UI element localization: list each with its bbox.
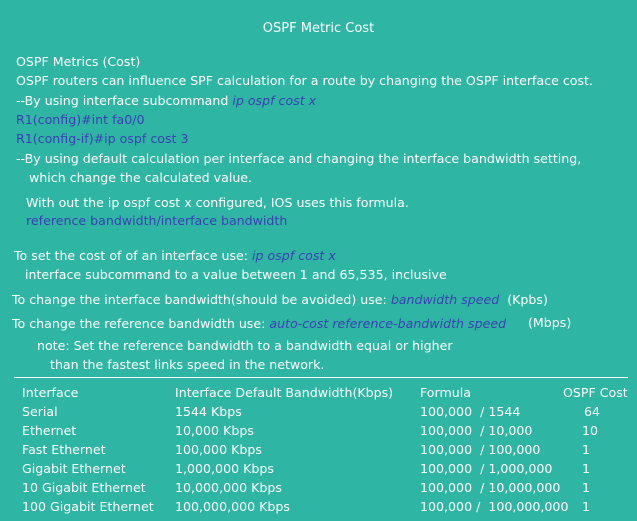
note-line-1: note: Set the reference bandwidth to a bandwidth equal or higher — [37, 338, 453, 353]
cell-interface: Serial — [22, 404, 58, 419]
reference-command: auto-cost reference-bandwidth speed — [269, 316, 507, 331]
command-line-2: R1(config-if)#ip ospf cost 3 — [16, 131, 189, 146]
intro-heading: OSPF Metrics (Cost) — [16, 54, 141, 69]
cell-interface: 100 Gigabit Ethernet — [22, 499, 154, 514]
header-formula: Formula — [420, 385, 471, 400]
method-1 — [16, 93, 316, 109]
cell-bandwidth: 10,000,000 Kbps — [175, 480, 282, 495]
cell-cost: 1 — [582, 442, 591, 457]
cell-bandwidth: 100,000,000 Kbps — [175, 499, 290, 514]
note-line-2: than the fastest links speed in the network. — [50, 357, 325, 372]
cell-formula: 100,000 / 10,000,000 — [420, 480, 561, 495]
bandwidth-text: To change the interface bandwidth(should be avoided) use: — [12, 292, 391, 307]
cell-formula: 100,000 / 1,000,000 — [420, 461, 553, 476]
set-cost-line — [14, 248, 336, 264]
command-line-1: R1(config)#int fa0/0 — [16, 112, 145, 127]
cell-formula: 100,000 / 10,000 — [420, 423, 533, 438]
cell-bandwidth: 1,000,000 Kbps — [175, 461, 274, 476]
formula: reference bandwidth/interface bandwidth — [26, 213, 288, 228]
cell-bandwidth: 100,000 Kbps — [175, 442, 262, 457]
set-cost-command: ip ospf cost x — [252, 248, 336, 263]
cell-interface: Fast Ethernet — [22, 442, 106, 457]
header-bandwidth: Interface Default Bandwidth(Kbps) — [175, 385, 394, 400]
method-1-text: --By using interface subcommand — [16, 93, 233, 108]
set-cost-text: To set the cost of of an interface use: — [14, 248, 253, 263]
cell-formula: 100,000 / 100,000 — [420, 442, 541, 457]
method-2-line-2: which change the calculated value. — [29, 170, 253, 185]
cell-cost: 1 — [582, 480, 591, 495]
cell-bandwidth: 10,000 Kbps — [175, 423, 254, 438]
cell-interface: 10 Gigabit Ethernet — [22, 480, 146, 495]
method-1-command: ip ospf cost x — [232, 93, 317, 108]
cell-formula: 100,000 / 100,000,000 — [420, 499, 569, 514]
divider — [14, 377, 628, 378]
reference-text: To change the reference bandwidth use: — [12, 316, 270, 331]
header-cost: OSPF Cost — [563, 385, 628, 400]
set-cost-suffix: interface subcommand to a value between 1 and 65,535, inclusive — [25, 267, 447, 282]
cell-interface: Gigabit Ethernet — [22, 461, 126, 476]
cell-bandwidth: 1544 Kbps — [175, 404, 242, 419]
cell-cost: 1 — [582, 499, 591, 514]
bandwidth-unit: (Kpbs) — [507, 292, 548, 307]
bandwidth-command: bandwidth speed — [390, 292, 500, 307]
intro-line: OSPF routers can influence SPF calculation for a route by changing the OSPF interface cost. — [16, 73, 593, 88]
reference-line — [12, 316, 506, 332]
cell-cost: 64 — [584, 404, 601, 419]
method-2-line-1: --By using default calculation per interface and changing the interface bandwidth setting, — [16, 151, 582, 166]
header-interface: Interface — [22, 385, 79, 400]
page-title: OSPF Metric Cost — [262, 21, 375, 36]
cell-cost: 10 — [582, 423, 599, 438]
cell-cost: 1 — [582, 461, 591, 476]
reference-unit: (Mbps) — [528, 315, 572, 330]
bandwidth-line — [12, 292, 548, 308]
cell-interface: Ethernet — [22, 423, 77, 438]
formula-intro: With out the ip ospf cost x configured, IOS uses this formula. — [26, 195, 409, 210]
cell-formula: 100,000 / 1544 — [420, 404, 521, 419]
